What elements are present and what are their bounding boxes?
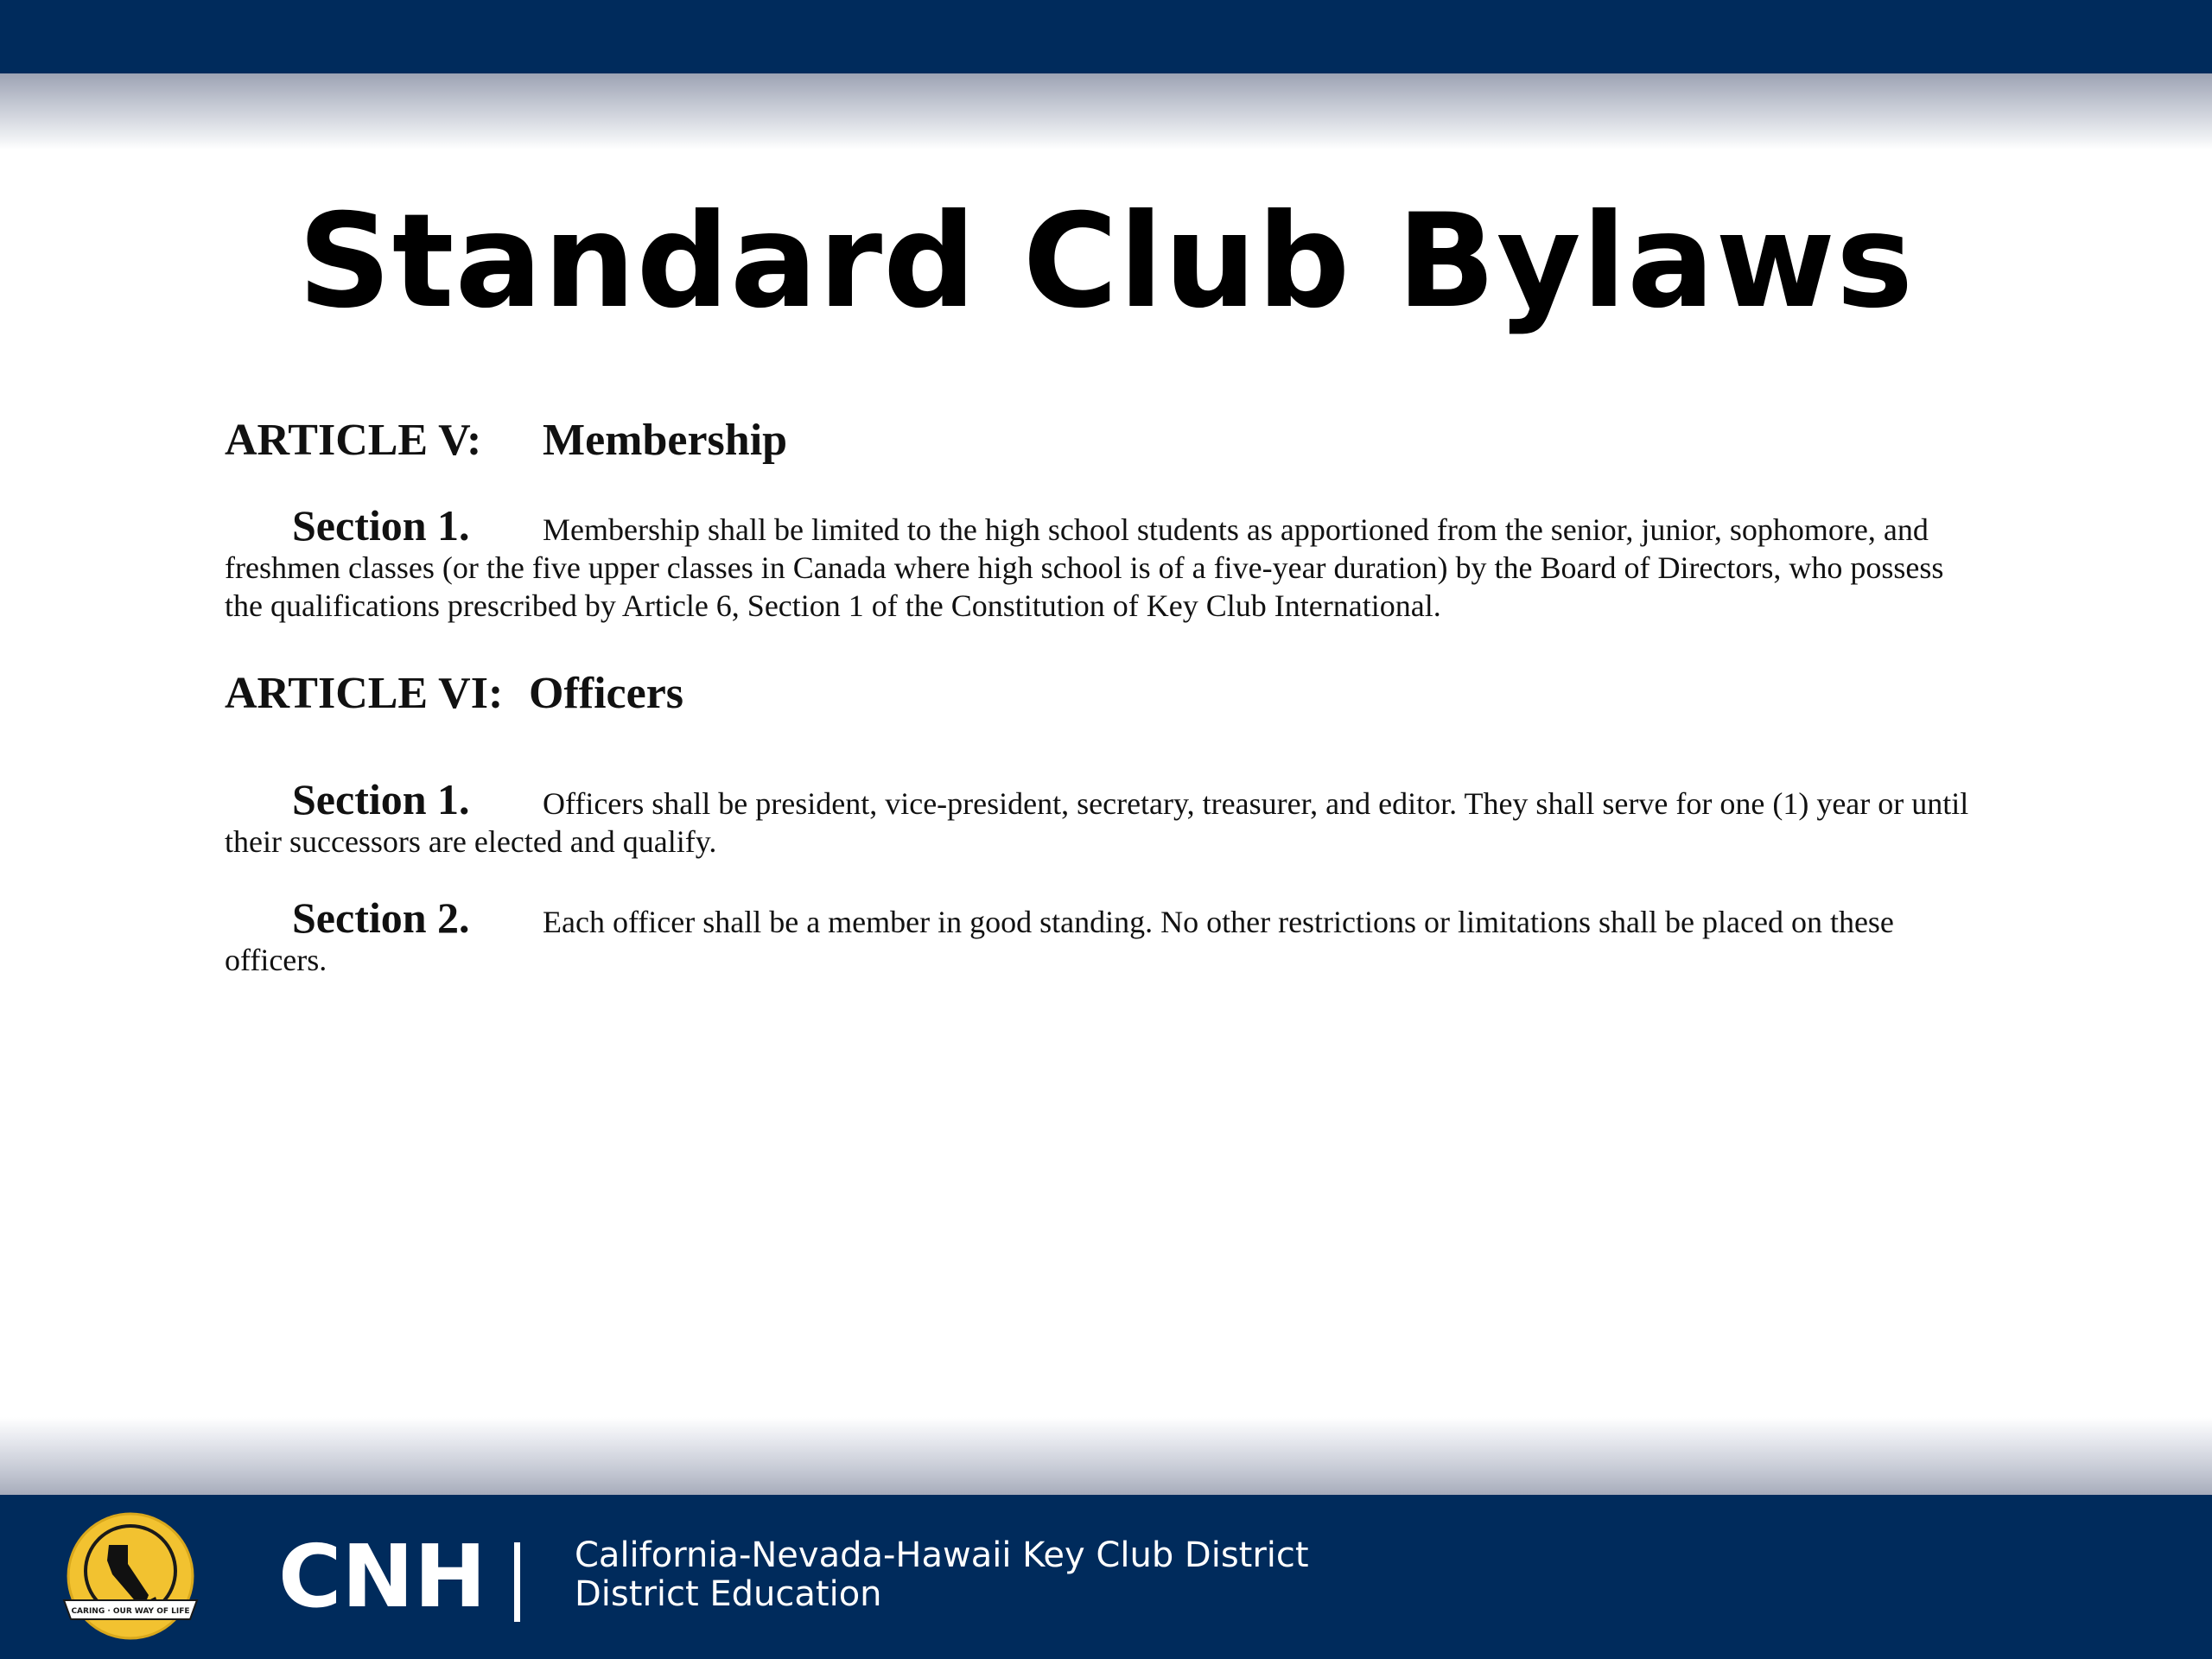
- slide-title: Standard Club Bylaws: [297, 187, 1915, 337]
- article-vi-section-2: [225, 893, 1970, 979]
- header-gradient: [0, 73, 2212, 149]
- article-v-section-1: [225, 501, 1970, 625]
- header-bar: [0, 0, 2212, 73]
- article-vi-name: Officers: [529, 669, 684, 718]
- key-club-district-seal-icon: [59, 1510, 202, 1642]
- article-v-name: Membership: [543, 416, 788, 465]
- article-vi-heading: [225, 659, 1970, 728]
- section-label: Section 1.: [292, 775, 470, 823]
- section-label: Section 1.: [292, 501, 470, 550]
- section-text: Membership shall be limited to the high school students as apportioned from the senior, junior, sophomore, and freshmen classes (or the five upper classes in Canada where high school is of a five-year duration) by the Board of Directors, who possess the qualifications prescribed by Article 6, Section 1 of the Constitution of Key Club International.: [225, 512, 1944, 623]
- district-name: California-Nevada-Hawaii Key Club District: [575, 1535, 1309, 1575]
- footer-gradient: [0, 1417, 2212, 1495]
- article-v-heading: [225, 406, 1970, 475]
- footer-divider: [514, 1542, 520, 1622]
- section-text: Officers shall be president, vice-president, secretary, treasurer, and editor. They shall serve for one (1) year or until their successors are elected and qualify.: [225, 786, 1969, 859]
- brand-cnh: CNH: [278, 1526, 486, 1627]
- district-department: District Education: [575, 1574, 882, 1614]
- district-info: [575, 1536, 1309, 1614]
- section-text: Each officer shall be a member in good standing. No other restrictions or limitations shall be placed on these officers.: [225, 905, 1894, 977]
- bylaws-document: [225, 406, 1970, 979]
- article-vi-number: ARTICLE VI:: [225, 669, 504, 718]
- article-vi-section-1: [225, 775, 1970, 861]
- article-v-number: ARTICLE V:: [225, 416, 482, 465]
- seal-motto: CARING · OUR WAY OF LIFE: [71, 1607, 190, 1616]
- section-label: Section 2.: [292, 893, 470, 942]
